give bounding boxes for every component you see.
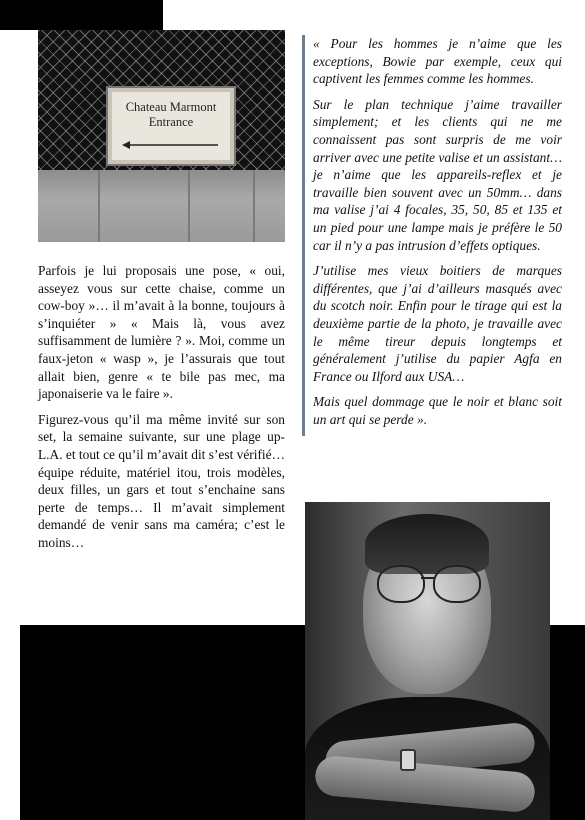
wristwatch [400, 749, 416, 771]
quote-paragraph-4: Mais quel dommage que le noir et blanc soit un art qui se perde ». [313, 394, 562, 427]
sign-line-1: Chateau Marmont [125, 100, 217, 114]
chateau-marmont-photo [38, 30, 285, 242]
portrait-photo [305, 502, 550, 820]
hair [365, 514, 489, 574]
quote-paragraph-1: « Pour les hommes je n’aime que les exceptions, Bowie par exemple, ceux qui captivent les femmes comme les hommes. [313, 36, 562, 87]
curtain [38, 170, 285, 242]
arrow-left-icon [122, 141, 220, 149]
glasses-lens-left [377, 565, 425, 603]
left-text-column [38, 262, 285, 560]
quote-paragraph-3: J’utilise mes vieux boitiers de marques différentes, que j’ai d’ailleurs masqués avec du scotch noir. Enfin pour le tirage qui est la deuxième partie de la photo, je travaille avec le même tireur depuis longtemps et généralement j’utilise du papier Agfa en France ou Ilford aux USA… [313, 263, 562, 384]
left-paragraph-1: Parfois je lui proposais une pose, « oui, asseyez vous sur cette chaise, comme un cow-boy »… il m’avait à la bonne, toujours à s’inquiéter » « Mais là, vous avez suffisamment de lumière ? ». Moi, comme un faux-jeton « wasp », je l’assurais que tout allait bien, genre « te bile pas mec, ma japonaiserie va le faire ». [38, 263, 285, 402]
black-corner-block [0, 0, 163, 30]
entrance-sign [108, 88, 234, 164]
quote-column [302, 35, 562, 436]
glasses-lens-right [433, 565, 481, 603]
quote-paragraph-2: Sur le plan technique j’aime travailler simplement; et les clients qui ne me connaissent pas sont surpris de me voir arriver avec une petite valise et un assistant… je n’aime que les appareils-reflex et je travaille bien souvent avec un 50mm… dans ma valise j’ai 4 focales, 35, 50, 85 et 135 et un pied pour une lampe mais je préfère le 50 car il n’y a pas intrusion d’effets optiques. [313, 96, 562, 253]
left-paragraph-2: Figurez-vous qu’il ma même invité sur son set, la semaine suivante, sur une plage up-L.A. et tout ce qu’il m’avait dit s’est vérifié… équipe réduite, matériel itou, trois modèles, deux filles, un gars et tout s’enchaine sans perte de temps… Il m’avait simplement demandé de venir sans ma caméra; c’est le moins… [38, 411, 285, 550]
sign-line-2: Entrance [148, 115, 194, 129]
